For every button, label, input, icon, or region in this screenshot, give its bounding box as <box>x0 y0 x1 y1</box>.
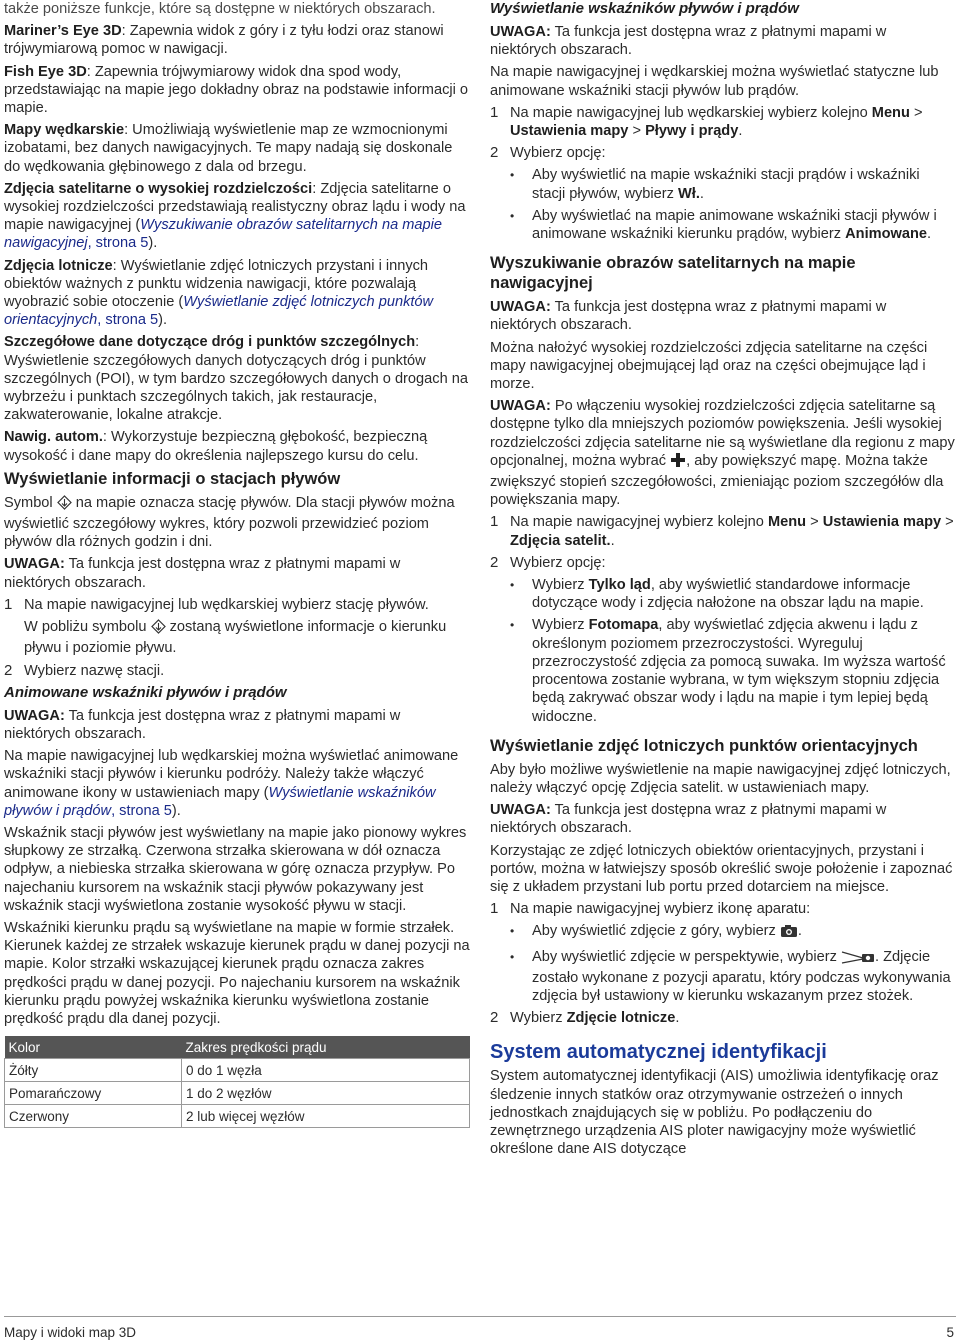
feature-fish-eye: Fish Eye 3D: Zapewnia trójwymiarowy widok dna spod wody, przedstawiając na mapie jego dokładny obraz na podstawie informacji o mapie. <box>4 63 469 117</box>
anim-note: UWAGA: Ta funkcja jest dostępna wraz z płatnymi mapami w niektórych obszarach. <box>4 707 401 742</box>
tide-station-icon <box>57 495 72 515</box>
table-row <box>5 1082 470 1105</box>
camera-perspective-icon <box>841 950 875 969</box>
heading-animated-indicators: Animowane wskaźniki pływów i prądów <box>4 683 287 701</box>
aerial-note: UWAGA: Ta funkcja jest dostępna wraz z płatnymi mapami w niektórych obszarach. <box>490 802 887 837</box>
table-cell: 2 lub więcej węzłów <box>182 1105 470 1128</box>
indic-option-on: • Aby wyświetlić na mapie wskaźniki stacji prądów i wskaźniki stacji pływów, wybierz Wł.. <box>490 166 956 202</box>
table-cell: 0 do 1 węzła <box>182 1059 470 1082</box>
heading-satellite: Wyszukiwanie obrazów satelitarnych na mapie nawigacyjnej <box>490 254 856 293</box>
link-satellite[interactable]: Wyszukiwanie obrazów satelitarnych na mapie nawigacyjnej, strona 5 <box>4 217 443 252</box>
tide-step-2: 2 Wybierz nazwę stacji. <box>4 661 165 679</box>
heading-aerial: Wyświetlanie zdjęć lotniczych punktów orientacyjnych <box>490 736 918 755</box>
indic-note: UWAGA: Ta funkcja jest dostępna wraz z płatnymi mapami w niektórych obszarach. <box>490 24 887 59</box>
footer-section: Mapy i widoki map 3D <box>4 1325 137 1340</box>
table-header: Zakres prędkości prądu <box>182 1036 470 1059</box>
left-column <box>4 0 470 1128</box>
aerial-step-1: 1 Na mapie nawigacyjnej wybierz ikonę aparatu: <box>490 900 811 918</box>
table-cell: 1 do 2 węzłów <box>182 1082 470 1105</box>
heading-ais: System automatycznej identyfikacji <box>490 1041 827 1064</box>
table-cell: Czerwony <box>5 1105 182 1128</box>
heading-show-indicators: Wyświetlanie wskaźników pływów i prądów <box>490 0 799 17</box>
sat-option-land-only: • Wybierz Tylko ląd, aby wyświetlić standardowe informacje dotyczące wody i zdjęcia nałożone na obszar lądu na mapie. <box>490 576 956 612</box>
feature-mariners-eye: Mariner’s Eye 3D: Zapewnia widok z góry i z tyłu łodzi oraz stanowi trójwymiarową pomoc w nawigacji. <box>4 23 444 58</box>
current-speed-table <box>4 1036 470 1128</box>
tide-station-icon <box>151 619 166 639</box>
indic-step-1: 1 Na mapie nawigacyjnej lub wędkarskiej wybierz kolejno Menu > Ustawienia mapy > Pływy i prądy. <box>490 103 923 140</box>
feature-aerial-photos: Zdjęcia lotnicze: Wyświetlanie zdjęć lotniczych przystani i innych obiektów ważnych z punktu widzenia nawigacji, które pozwalają wyobrazić sobie otoczenie (Wyświetlanie zdjęć lotniczych punktów orientacyjnych, strona 5). <box>4 257 434 329</box>
indic-p1: Na mapie nawigacyjnej i wędkarskiej można wyświetlać statyczne lub animowane wskaźniki stacji pływów lub prądów. <box>490 64 939 99</box>
sat-step-1: 1 Na mapie nawigacyjnej wybierz kolejno Menu > Ustawienia mapy > Zdjęcia satelit.. <box>490 513 954 549</box>
table-row <box>5 1059 470 1082</box>
sat-note: UWAGA: Ta funkcja jest dostępna wraz z płatnymi mapami w niektórych obszarach. <box>490 299 887 334</box>
indic-step-2: 2 Wybierz opcję: <box>490 144 606 162</box>
footer-page-number: 5 <box>946 1325 954 1340</box>
table-cell: Żółty <box>5 1059 182 1082</box>
anim-p2: Wskaźnik stacji pływów jest wyświetlany na mapie jako pionowy wykres słupkowy ze strzałką. Czerwona strzałka skierowana w dół oznacza odpływ, a niebieska strzałka skierowana w górę oznacza przypływ. Po najechaniu kursorem na wskaźnik stacji pływów pokazywany jest wskaźnik stacji wyświetlona zostanie wysokość pływu w stacji. <box>4 824 467 914</box>
table-row <box>5 1105 470 1128</box>
right-column <box>490 0 956 1162</box>
aerial-option-overhead: • Aby wyświetlić zdjęcie z góry, wybierz . <box>490 922 956 943</box>
link-aerial[interactable]: Wyświetlanie zdjęć lotniczych punktów orientacyjnych, strona 5 <box>4 294 434 329</box>
aerial-p2: Korzystając ze zdjęć lotniczych obiektów orientacyjnych, przystani i portów, można w łatwiejszy sposób określić swoje położenie i zapoznać się z układem przystani lub portu przed dotarciem na miejsce. <box>490 842 953 895</box>
table-header-row <box>5 1036 470 1059</box>
feature-auto-guidance: Nawig. autom.: Wykorzystuje bezpieczną głębokość, bezpieczną wysokość i dane mapy do określenia najlepszego kursu do celu. <box>4 429 428 464</box>
sat-p1: Można nałożyć wysokiej rozdzielczości zdjęcia satelitarne na części mapy nawigacyjnej obejmującej ląd oraz na części obejmujące ląd i morze. <box>490 339 928 393</box>
page-footer <box>4 1316 956 1343</box>
anim-p1: Na mapie nawigacyjnej lub wędkarskiej można wyświetlać animowane wskaźniki stacji pływów i kierunku podróży. Należy także włączyć animowane ikony w ustawieniach mapy (Wyświetlanie wskaźników pływów i prądów, strona 5). <box>4 748 459 819</box>
aerial-option-perspective: • Aby wyświetlić zdjęcie w perspektywie, wybierz . Zdjęcie zostało wykonane z pozycji aparatu, który podczas wykonywania zdjęcia był ustawiony w kierunku wskazanym przez stożek. <box>490 948 956 1006</box>
sat-option-photo-map: • Wybierz Fotomapa, aby wyświetlać zdjęcia akwenu i lądu z określonym poziomem przezroczystości. Wyreguluj przezroczystość zdjęcia za pomocą suwaka. Im wyższa wartość procentowa zostanie wybrana, w tym większym stopniu zdjęcia będą zakrywać obszar wody i lądu na mapie i tym lepiej będą widoczne. <box>490 616 956 725</box>
tide-intro: Symbol na mapie oznacza stację pływów. Dla stacji pływów można wyświetlić szczegółowy wykres, który pozwoli przewidzieć poziom pływów dla różnych godzin i dni. <box>4 494 455 551</box>
tide-note: UWAGA: Ta funkcja jest dostępna wraz z płatnymi mapami w niektórych obszarach. <box>4 556 401 591</box>
ais-p1: System automatycznej identyfikacji (AIS) umożliwia identyfikację oraz śledzenie innych statków oraz otrzymywanie ostrzeżeń o innych jednostkach znajdujących się w pobliżu. Po podłączeniu do zewnętrznego urządzenia AIS ploter nawigacyjny może wyświetlić określone dane AIS dotyczące <box>490 1068 939 1158</box>
link-indicators[interactable]: Wyświetlanie wskaźników pływów i prądów, strona 5 <box>4 784 436 819</box>
aerial-p1: Aby było możliwe wyświetlenie na mapie nawigacyjnej zdjęć lotniczych, należy włączyć opcję Zdjęcia satelit. w ustawieniach mapy. <box>490 761 951 796</box>
indic-option-animated: • Aby wyświetlać na mapie animowane wskaźniki stacji pływów i animowane wskaźniki kierunku prądów, wybierz Animowane. <box>490 207 956 243</box>
feature-road-poi: Szczegółowe dane dotyczące dróg i punktów szczególnych: Wyświetlenie szczegółowych danych dotyczących dróg i punktów szczególnych (POI), w tym bardzo szczegółowych danych o drogach na wybrzeżu i punktach szczególnych takich, jak restauracje, zakwaterowanie, lokalne atrakcje. <box>4 334 468 424</box>
feature-satellite-imagery: Zdjęcia satelitarne o wysokiej rozdzielczości: Zdjęcia satelitarne o wysokiej rozdzielczości przedstawiają realistyczny obraz lądu i wody na mapie nawigacyjnej (Wyszukiwanie obrazów satelitarnych na mapie nawigacyjnej, strona 5). <box>4 180 466 252</box>
feature-fishing-charts: Mapy wędkarskie: Umożliwiają wyświetlenie map ze wzmocnionymi izobatami, bez danych nawigacyjnych. Te mapy nadają się doskonale do wędkowania głębinowego z dala od brzegu. <box>4 122 453 175</box>
sat-step-2: 2 Wybierz opcję: <box>490 553 606 571</box>
zoom-plus-icon <box>670 452 686 473</box>
camera-overhead-icon <box>780 924 798 943</box>
heading-tide-station: Wyświetlanie informacji o stacjach pływów <box>4 469 341 488</box>
tide-step-1: 1 Na mapie nawigacyjnej lub wędkarskiej wybierz stację pływów. W pobliżu symbolu zostaną wyświetlone informacje o kierunku pływu i poziomie pływu. <box>4 595 447 657</box>
aerial-step-2: 2 Wybierz Zdjęcie lotnicze. <box>490 1009 680 1027</box>
sat-note-2: UWAGA: Po włączeniu wysokiej rozdzielczości zdjęcia satelitarne są dostępne tylko dla mniejszych poziomów powiększenia. Jeśli wysokiej rozdzielczości zdjęcia satelitarne nie są wyświetlane dla regionu z mapy opcjonalnej, można wybrać , aby powiększyć mapę. Można także zwiększyć stopień szczegółowości, zmieniając poziom szczegółów dla powiększania mapy. <box>490 398 955 509</box>
anim-p3: Wskaźniki kierunku prądu są wyświetlane na mapie w formie strzałek. Kierunek każdej ze strzałek wskazuje kierunek prądu w danej pozycji na mapie. Kolor strzałki wskazującej kierunek prądu oznacza zakres prędkości prądu w danej pozycji. Po najechaniu kursorem na wskaźnik kierunku prądu powyżej wskaźnika kierunku wyświetlona zostanie prędkość prądu dla danej pozycji. <box>4 919 470 1027</box>
table-cell: Pomarańczowy <box>5 1082 182 1105</box>
intro-tail: także poniższe funkcje, które są dostępne w niektórych obszarach. <box>4 1 436 17</box>
table-header: Kolor <box>5 1036 182 1059</box>
